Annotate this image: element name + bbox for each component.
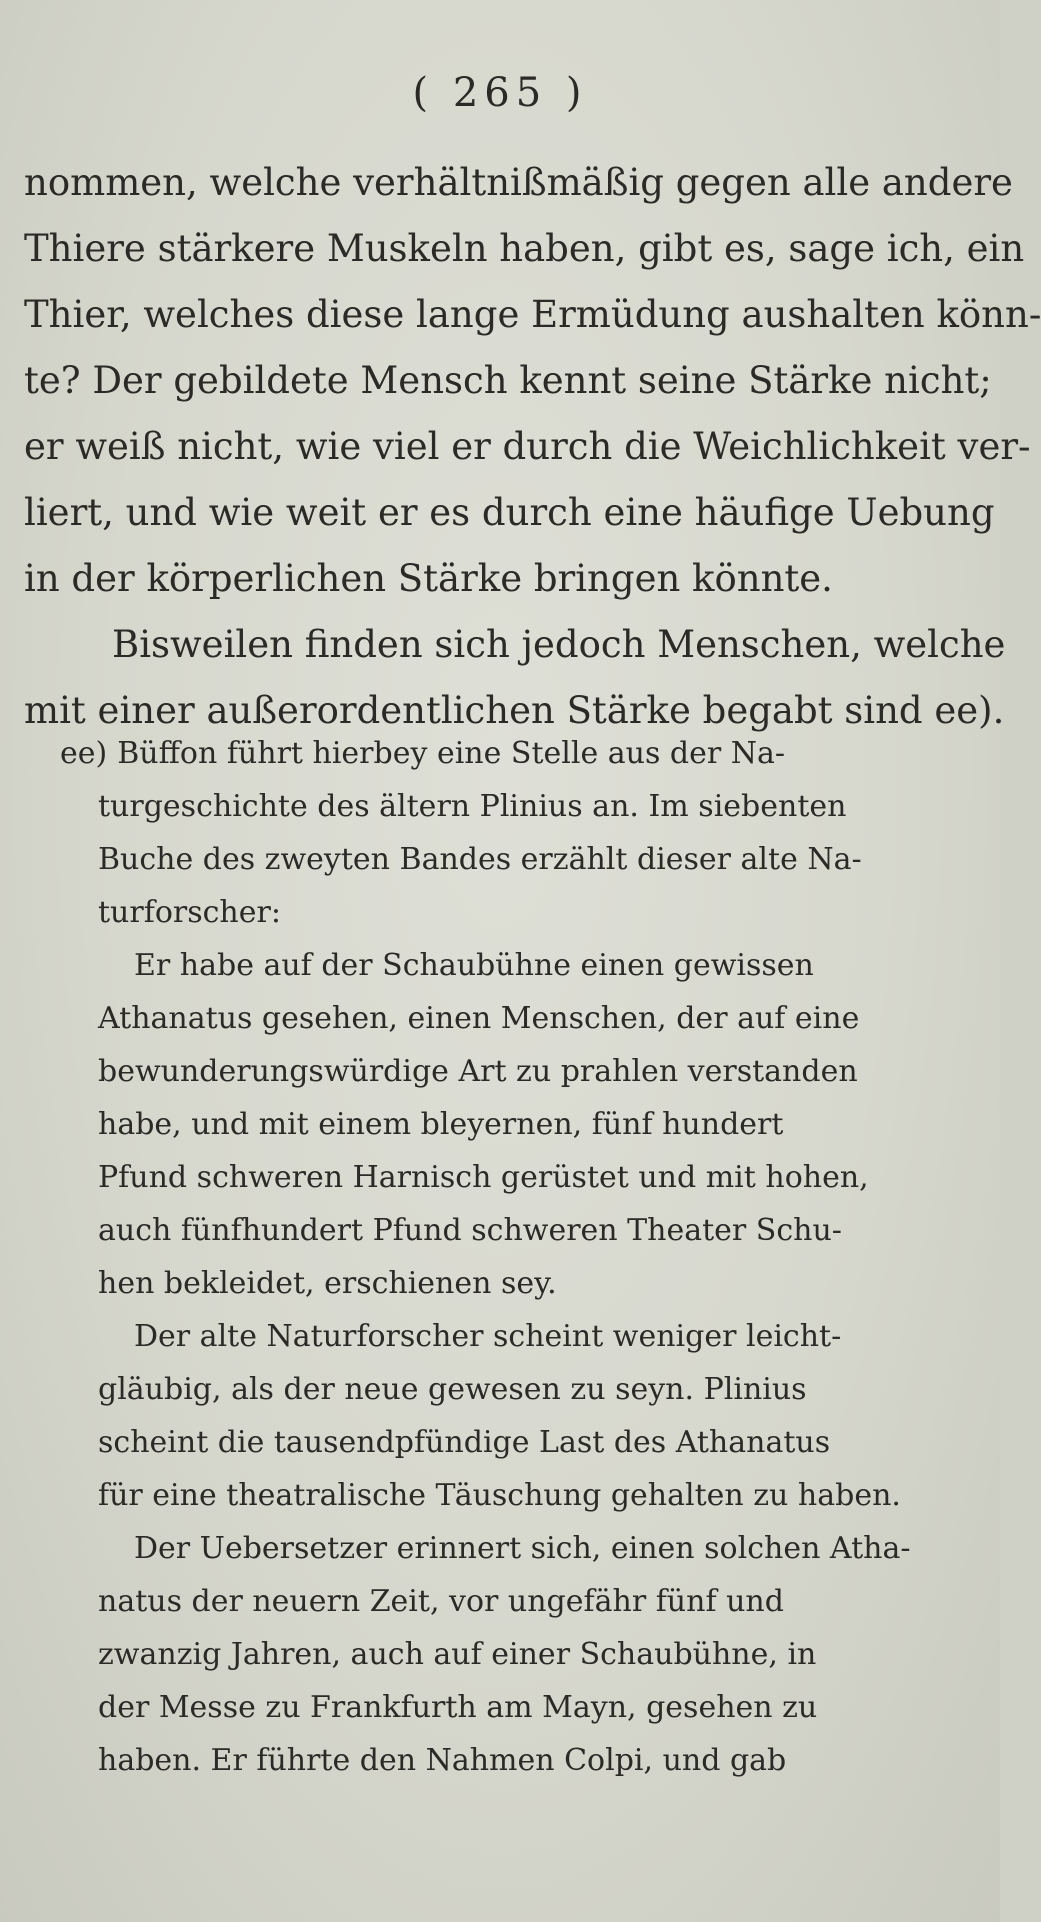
text-line: Thiere stärkere Muskeln haben, gibt es, sage ich, ein xyxy=(24,227,1025,270)
footnote-line: Pfund schweren Harnisch gerüstet und mit hohen, xyxy=(98,1160,869,1195)
footnote-line: Der alte Naturforscher scheint weniger leicht- xyxy=(134,1319,842,1354)
footnote-line: für eine theatralische Täuschung gehalten zu haben. xyxy=(98,1478,901,1513)
text-line: liert, und wie weit er es durch eine häufige Uebung xyxy=(24,491,995,534)
footnote-line: der Messe zu Frankfurth am Mayn, gesehen zu xyxy=(98,1690,818,1725)
text-line: er weiß nicht, wie viel er durch die Weichlichkeit ver- xyxy=(24,425,1031,468)
text-line: te? Der gebildete Mensch kennt seine Stärke nicht; xyxy=(24,359,992,402)
page-number: ( 265 ) xyxy=(412,70,588,116)
footnote-line: turgeschichte des ältern Plinius an. Im siebenten xyxy=(98,789,847,824)
footnote-marker: ee) xyxy=(60,736,108,771)
footnote-line: natus der neuern Zeit, vor ungefähr fünf und xyxy=(98,1584,784,1619)
footnote-line: auch fünfhundert Pfund schweren Theater Schu- xyxy=(98,1213,842,1248)
footnote-line: zwanzig Jahren, auch auf einer Schaubühne, in xyxy=(98,1637,817,1672)
text-line: Bisweilen finden sich jedoch Menschen, welche xyxy=(112,623,1006,666)
footnote-line: Buche des zweyten Bandes erzählt dieser alte Na- xyxy=(98,842,862,877)
footnote-line: scheint die tausendpfündige Last des Athanatus xyxy=(98,1425,831,1460)
footnote-line: Athanatus gesehen, einen Menschen, der auf eine xyxy=(98,1001,860,1036)
text-line: in der körperlichen Stärke bringen könnte. xyxy=(24,557,833,600)
footnote-line: turforscher: xyxy=(98,895,281,930)
footnote-line: bewunderungswürdige Art zu prahlen verstanden xyxy=(98,1054,858,1089)
footnote-text: Büffon führt hierbey eine Stelle aus der Na- xyxy=(117,736,785,771)
footnote-line: Er habe auf der Schaubühne einen gewissen xyxy=(134,948,814,983)
main-text xyxy=(24,150,1041,744)
text-line: mit einer außerordentlichen Stärke begabt sind ee). xyxy=(24,689,1005,732)
footnote xyxy=(60,727,940,1787)
footnote-line xyxy=(60,727,940,780)
footnote-line: haben. Er führte den Nahmen Colpi, und gab xyxy=(98,1743,787,1778)
footnote-line: hen bekleidet, erschienen sey. xyxy=(98,1266,557,1301)
text-line: Thier, welches diese lange Ermüdung aushalten könn- xyxy=(24,293,1041,336)
text-line: nommen, welche verhältnißmäßig gegen alle andere xyxy=(24,161,1013,204)
footnote-line: Der Uebersetzer erinnert sich, einen solchen Atha- xyxy=(134,1531,911,1566)
footnote-line: habe, und mit einem bleyernen, fünf hundert xyxy=(98,1107,784,1142)
footnote-line: gläubig, als der neue gewesen zu seyn. Plinius xyxy=(98,1372,807,1407)
